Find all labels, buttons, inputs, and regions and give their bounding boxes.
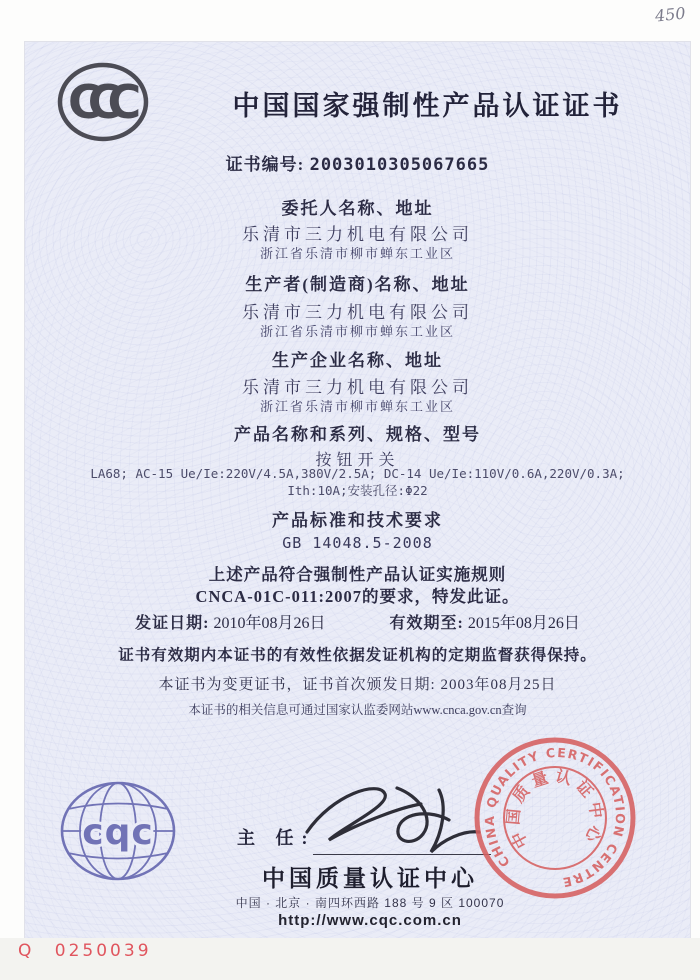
- issuer-address: 中国 · 北京 · 南四环西路 188 号 9 区 100070: [235, 896, 505, 910]
- certificate-number-value: 2003010305067665: [309, 155, 490, 175]
- issuer-name: 中国质量认证中心: [262, 865, 478, 891]
- standard-value: GB 14048.5-2008: [282, 534, 433, 552]
- director-label: 主 任:: [237, 828, 316, 848]
- certificate-title: 中国国家强制性产品认证证书: [232, 91, 623, 121]
- cqc-logo-icon: [57, 778, 179, 884]
- issue-date: [135, 610, 325, 633]
- product-spec-line1: LA68; AC-15 Ue/Ie:220V/4.5A,380V/2.5A; DC-14 Ue/Ie:110V/0.6A,220V/0.3A;: [90, 466, 625, 481]
- validity-note: 证书有效期内本证书的有效性依据发证机构的定期监督获得保持。: [118, 647, 597, 664]
- cqc-official-seal: [470, 733, 640, 903]
- product-heading: 产品名称和系列、规格、型号: [234, 425, 481, 444]
- statement-line2: CNCA-01C-011:2007的要求，特发此证。: [195, 587, 520, 606]
- valid-until-value: 2015年08月26日: [467, 615, 580, 632]
- handwritten-page-number: 450: [654, 3, 687, 26]
- applicant-name: 乐清市三力机电有限公司: [242, 225, 473, 244]
- seal-chinese-text: 中国质量认证中心: [505, 767, 606, 851]
- change-note: 本证书为变更证书，证书首次颁发日期: 2003年08月25日: [158, 677, 557, 693]
- svg-text:中国质量认证中心: [503, 766, 606, 851]
- dates-row: [25, 610, 690, 633]
- signature-line: [313, 854, 491, 855]
- statement-line1: 上述产品符合强制性产品认证实施规则: [208, 565, 507, 584]
- manufacturer-heading: 生产者(制造商)名称、地址: [245, 275, 470, 294]
- info-note: 本证书的相关信息可通过国家认监委网站www.cnca.gov.cn查询: [188, 703, 527, 717]
- factory-address: 浙江省乐清市柳市蝉东工业区: [259, 399, 455, 414]
- certificate-number-label: 证书编号:: [225, 155, 305, 174]
- certificate-paper: [25, 42, 690, 940]
- certificate-number-line: [25, 150, 690, 175]
- ccc-letters: CCC: [68, 75, 128, 129]
- applicant-heading: 委托人名称、地址: [281, 199, 434, 218]
- valid-until: [390, 610, 580, 633]
- issuer-website: http://www.cqc.com.cn: [278, 912, 462, 929]
- factory-heading: 生产企业名称、地址: [272, 351, 443, 370]
- cqc-letters: cqc: [82, 812, 154, 853]
- manufacturer-address: 浙江省乐清市柳市蝉东工业区: [259, 324, 455, 339]
- issue-date-value: 2010年08月26日: [213, 615, 326, 632]
- issue-date-label: 发证日期:: [135, 615, 210, 632]
- serial-digits: 0250039: [54, 941, 152, 961]
- serial-prefix: Q: [18, 941, 34, 961]
- product-name: 按钮开关: [315, 452, 400, 469]
- applicant-address: 浙江省乐清市柳市蝉东工业区: [259, 246, 455, 261]
- manufacturer-name: 乐清市三力机电有限公司: [242, 303, 473, 322]
- seal-english-text: CHINA QUALITY CERTIFICATION CENTRE: [482, 744, 629, 891]
- valid-until-label: 有效期至:: [389, 615, 464, 632]
- standard-heading: 产品标准和技术要求: [272, 511, 443, 530]
- factory-name: 乐清市三力机电有限公司: [242, 378, 473, 397]
- form-serial-number: [18, 941, 152, 961]
- product-spec-line2: Ith:10A;安装孔径:Φ22: [287, 483, 428, 498]
